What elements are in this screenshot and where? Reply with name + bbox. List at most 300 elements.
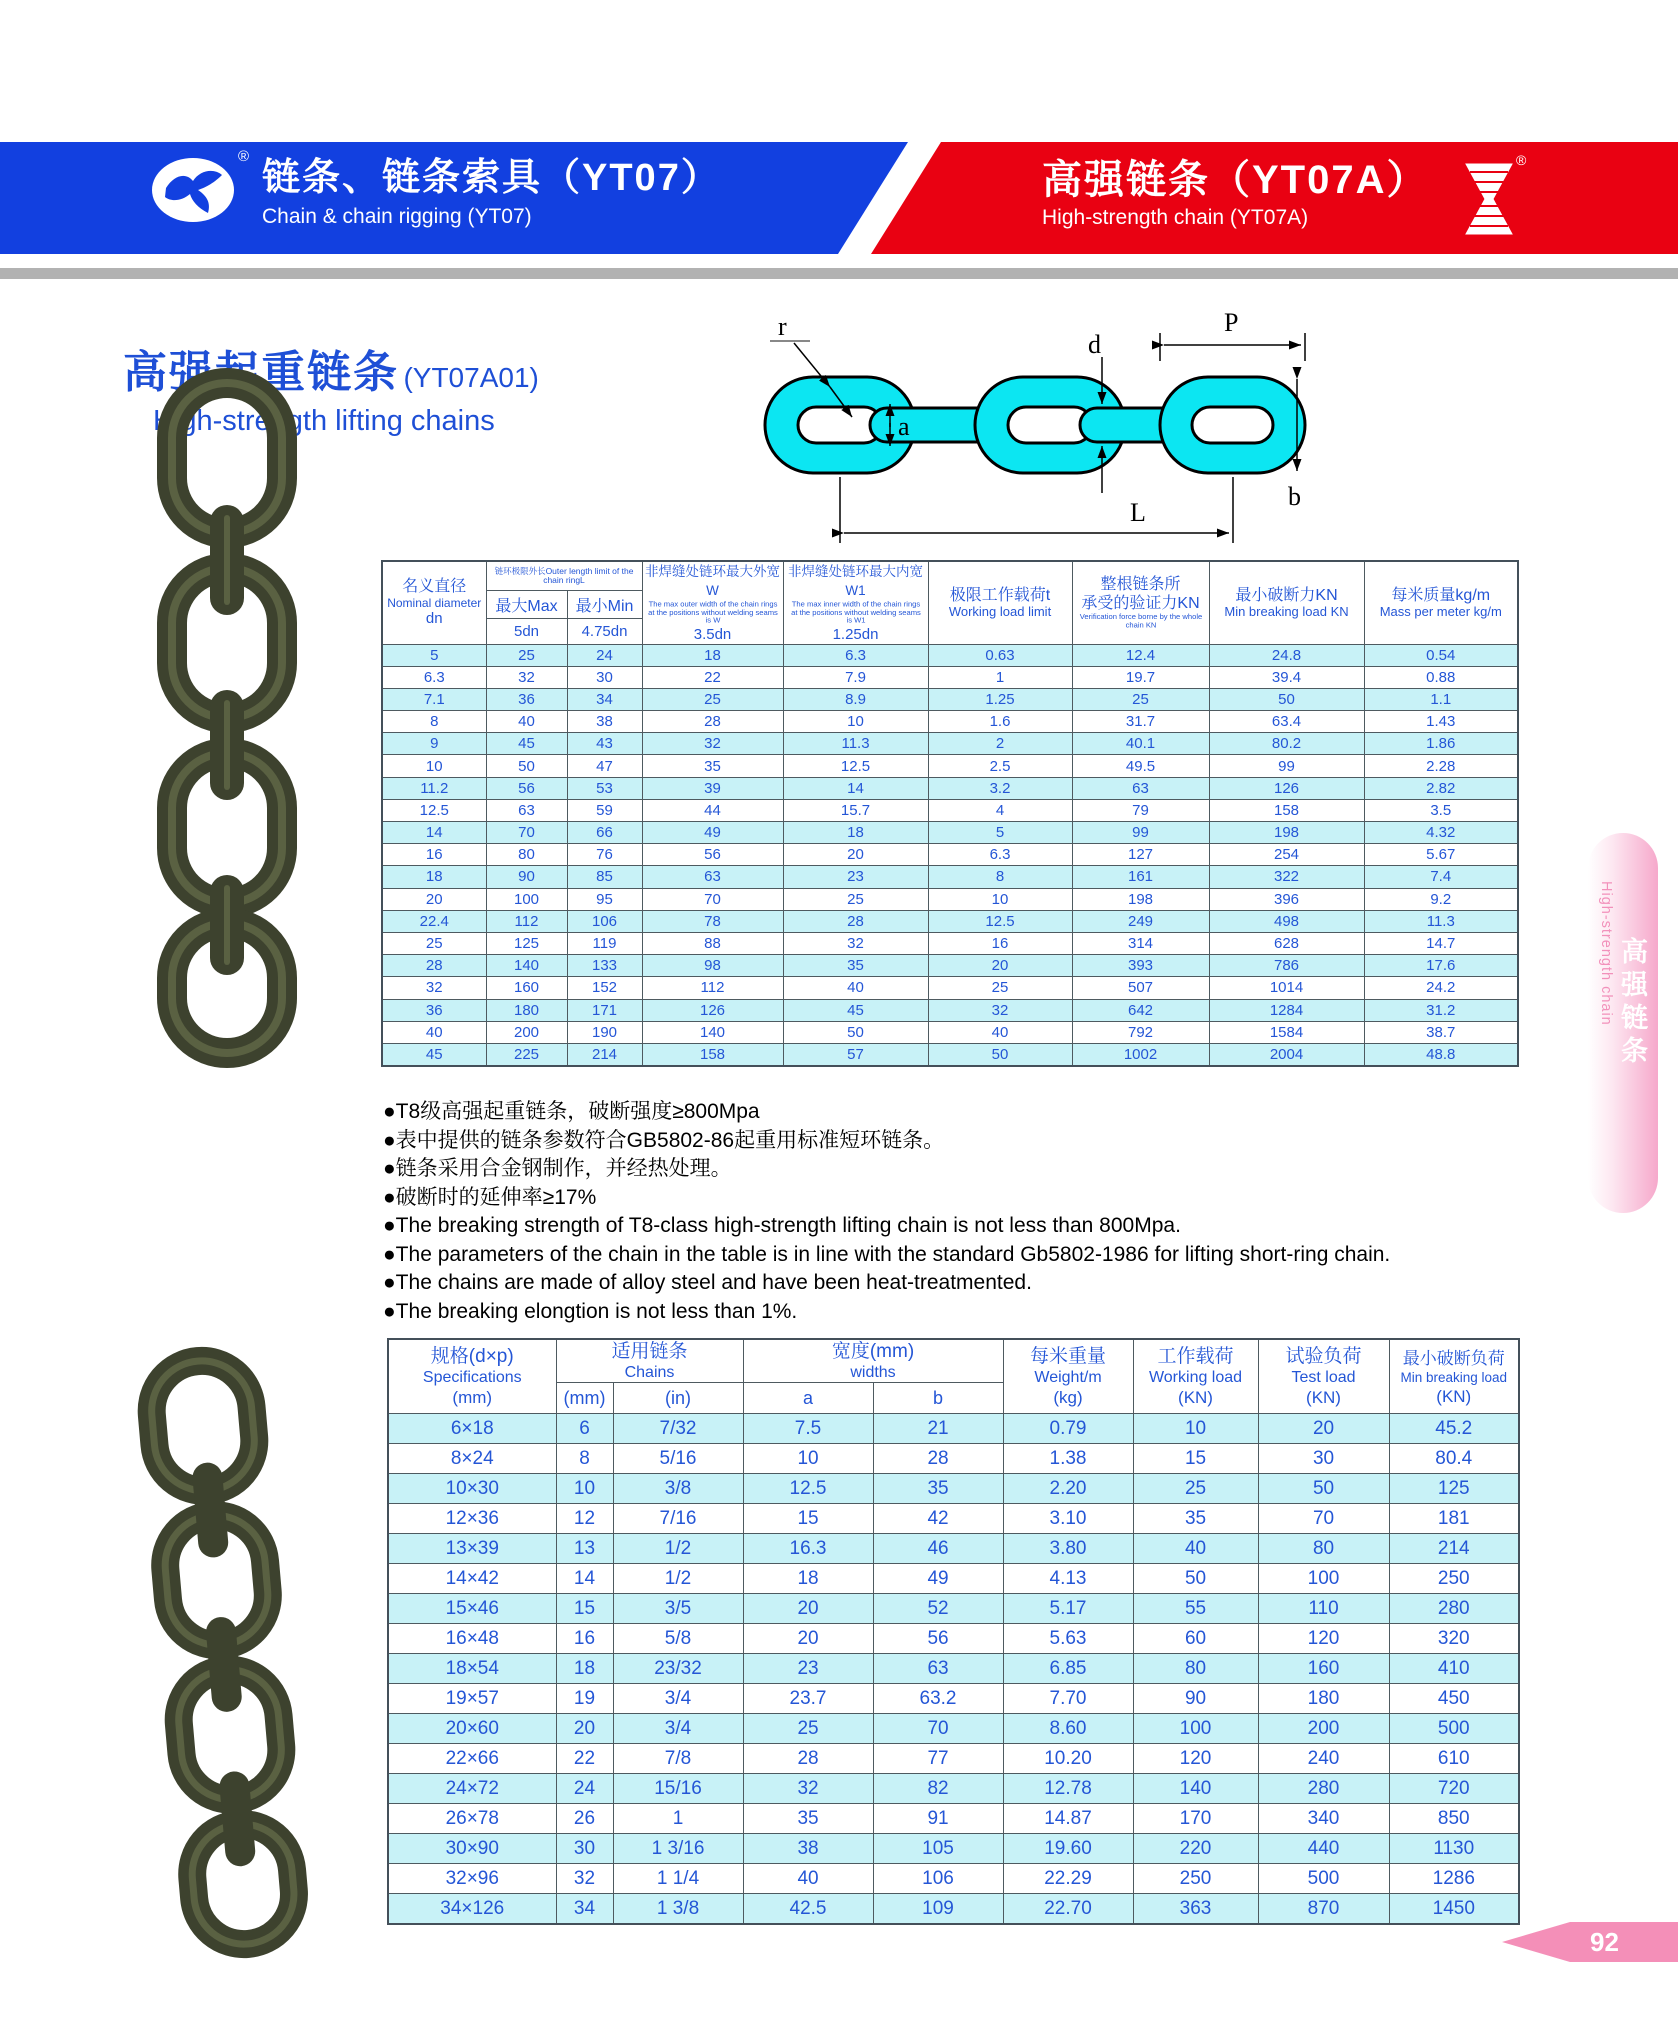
cell: 254 [1209,844,1364,866]
cell: 38.7 [1364,1021,1518,1043]
dim-label-P: P [1224,308,1239,337]
cell: 240 [1258,1744,1389,1774]
t1-row [382,644,1518,666]
t2-widths-en: widths [850,1364,896,1381]
t2-header-widths [743,1339,1003,1383]
cell: 25 [783,888,928,910]
cell: 410 [1389,1654,1519,1684]
cell: 31.7 [1072,711,1209,733]
cell: 63 [642,866,783,888]
cell: 158 [1209,799,1364,821]
cell: 25 [1072,688,1209,710]
cell: 1.43 [1364,711,1518,733]
t1-w1-en: The max inner width of the chain rings at the positions without welding seams is W1 [790,599,921,625]
cell: 20 [743,1594,873,1624]
t2-weight-en: Weight/m [1034,1369,1102,1386]
cell: 610 [1389,1744,1519,1774]
cell: 152 [567,977,642,999]
cell: 23.7 [743,1684,873,1714]
cell: 40 [743,1864,873,1894]
cell: 3/5 [613,1594,743,1624]
cell: 8 [382,711,486,733]
t2-test-en: Test load [1291,1369,1356,1386]
cell: 35 [873,1474,1003,1504]
cell: 19.7 [1072,666,1209,688]
cell: 24.2 [1364,977,1518,999]
cell: 30 [556,1834,613,1864]
cell: 16 [382,844,486,866]
cell: 3/4 [613,1714,743,1744]
cell: 50 [486,755,567,777]
cell: 40 [928,1021,1072,1043]
cell: 16 [928,932,1072,954]
cell: 1/2 [613,1564,743,1594]
cell: 180 [486,999,567,1021]
t2-row [388,1654,1519,1684]
t1-header-working-load [928,561,1072,644]
t1-row [382,932,1518,954]
t2-working-en: Working load [1148,1369,1243,1386]
cell: 70 [873,1714,1003,1744]
cell: 79 [1072,799,1209,821]
t2-row [388,1414,1519,1444]
note-item: ●T8级高强起重链条，破断强度≥800Mpa [383,1100,760,1123]
cell: 55 [1133,1594,1258,1624]
cell: 91 [873,1804,1003,1834]
cell: 12.5 [928,910,1072,932]
cell: 45.2 [1389,1414,1519,1444]
cell: 20×60 [388,1714,556,1744]
cell: 28 [743,1744,873,1774]
t1-row [382,711,1518,733]
cell: 40 [486,711,567,733]
dim-label-r: r [778,312,787,341]
cell: 42 [873,1504,1003,1534]
cell: 13×39 [388,1534,556,1564]
cell: 6 [556,1414,613,1444]
cell: 19.60 [1003,1834,1133,1864]
cell: 25 [928,977,1072,999]
cell: 280 [1389,1594,1519,1624]
t1-row [382,688,1518,710]
cell: 40 [382,1021,486,1043]
page-number-badge [1502,1922,1678,1962]
cell: 20 [928,955,1072,977]
cell: 12.4 [1072,644,1209,666]
cell: 3/4 [613,1684,743,1714]
cell: 15 [743,1504,873,1534]
cell: 42.5 [743,1894,873,1925]
cell: 1 [613,1804,743,1834]
note-item: ●The parameters of the chain in the table is in line with the standard Gb5802-1986 for lifting short-ring chain. [383,1242,1391,1266]
cell: 628 [1209,932,1364,954]
blue-banner-title [262,154,721,232]
cell: 140 [486,955,567,977]
cell: 12×36 [388,1504,556,1534]
cell: 133 [567,955,642,977]
t1-header-mass [1364,561,1518,644]
cell: 3.5 [1364,799,1518,821]
t2-break-sub: (KN) [1436,1386,1472,1406]
cell: 450 [1389,1684,1519,1714]
cell: 23 [743,1654,873,1684]
cell: 24 [567,644,642,666]
cell: 45 [382,1043,486,1066]
t2-weight-sub: (kg) [1053,1388,1083,1407]
t2-working-zh: 工作载荷 [1157,1346,1234,1367]
t2-test-zh: 试验负荷 [1285,1346,1362,1367]
t2-row [388,1804,1519,1834]
section-title-en: High-strength lifting chains [153,405,495,437]
cell: 112 [642,977,783,999]
t1-verify-zh1: 整根链条所 [1100,576,1181,594]
t2-spec-sub: (mm) [452,1388,493,1407]
cell: 32 [486,666,567,688]
cell: 24×72 [388,1774,556,1804]
cell: 32 [556,1864,613,1894]
cell: 36 [382,999,486,1021]
cell: 314 [1072,932,1209,954]
t2-row [388,1504,1519,1534]
cell: 22 [642,666,783,688]
t2-header-chains-in: (in) [613,1383,743,1414]
cell: 20 [783,844,928,866]
cell: 125 [486,932,567,954]
cell: 35 [642,755,783,777]
cell: 32 [743,1774,873,1804]
chain-size-table [387,1338,1520,1925]
cell: 280 [1258,1774,1389,1804]
cell: 16×48 [388,1624,556,1654]
cell: 30×90 [388,1834,556,1864]
cell: 98 [642,955,783,977]
cell: 52 [873,1594,1003,1624]
t2-row [388,1564,1519,1594]
cell: 40.1 [1072,733,1209,755]
cell: 78 [642,910,783,932]
cell: 1.6 [928,711,1072,733]
cell: 20 [1258,1414,1389,1444]
cell: 0.79 [1003,1414,1133,1444]
cell: 250 [1389,1564,1519,1594]
cell: 120 [1133,1744,1258,1774]
cell: 3.2 [928,777,1072,799]
cell: 18 [642,644,783,666]
cell: 14.7 [1364,932,1518,954]
cell: 9 [382,733,486,755]
cell: 2.82 [1364,777,1518,799]
t1-w1-zh: 非焊缝处链环最大内宽W1 [788,564,924,598]
cell: 498 [1209,910,1364,932]
cell: 198 [1209,822,1364,844]
t1-row [382,822,1518,844]
note-item: ●破断时的延伸率≥17% [383,1185,597,1209]
t1-dn-zh: 名义直径 [402,578,467,596]
cell: 393 [1072,955,1209,977]
cell: 120 [1258,1624,1389,1654]
cell: 10 [382,755,486,777]
cell: 160 [486,977,567,999]
cell: 20 [556,1714,613,1744]
cell: 10×30 [388,1474,556,1504]
t1-row [382,910,1518,932]
cell: 7.5 [743,1414,873,1444]
cell: 7.1 [382,688,486,710]
cell: 32 [642,733,783,755]
cell: 1.86 [1364,733,1518,755]
cell: 249 [1072,910,1209,932]
cell: 80.4 [1389,1444,1519,1474]
t1-row [382,866,1518,888]
t2-header-working [1133,1339,1258,1414]
t1-w-zh: 非焊缝处链环最大外宽W [645,564,781,598]
page-number: 92 [1570,1922,1678,1962]
t2-row [388,1744,1519,1774]
t2-weight-zh: 每米重量 [1030,1346,1107,1367]
cell: 40 [783,977,928,999]
cell: 25 [382,932,486,954]
cell: 119 [567,932,642,954]
cell: 220 [1133,1834,1258,1864]
cell: 106 [873,1864,1003,1894]
cell: 200 [1258,1714,1389,1744]
cell: 56 [873,1624,1003,1654]
cell: 8×24 [388,1444,556,1474]
t1-row [382,977,1518,999]
cell: 1002 [1072,1043,1209,1066]
cell: 5.67 [1364,844,1518,866]
cell: 10 [556,1474,613,1504]
cell: 140 [1133,1774,1258,1804]
cell: 50 [1209,688,1364,710]
cell: 850 [1389,1804,1519,1834]
cell: 140 [642,1021,783,1043]
cell: 50 [783,1021,928,1043]
cell: 25 [642,688,783,710]
t2-break-zh: 最小破断负荷 [1402,1348,1505,1368]
t2-row [388,1624,1519,1654]
cell: 11.3 [783,733,928,755]
cell: 3/8 [613,1474,743,1504]
cell: 105 [873,1834,1003,1864]
cell: 720 [1389,1774,1519,1804]
cell: 35 [743,1804,873,1834]
cell: 36 [486,688,567,710]
cell: 106 [567,910,642,932]
cell: 2.28 [1364,755,1518,777]
cell: 10.20 [1003,1744,1133,1774]
cell: 181 [1389,1504,1519,1534]
t1-row [382,666,1518,688]
t2-row [388,1864,1519,1894]
chain-photo-1 [132,358,322,1073]
cell: 2.20 [1003,1474,1133,1504]
t1-row [382,799,1518,821]
cell: 82 [873,1774,1003,1804]
cell: 10 [1133,1414,1258,1444]
t1-load-en: Working load limit [948,604,1052,620]
t1-row [382,999,1518,1021]
cell: 161 [1072,866,1209,888]
cell: 35 [1133,1504,1258,1534]
t1-header-verification [1072,561,1209,644]
cell: 23/32 [613,1654,743,1684]
red-banner-title-en: High-strength chain (YT07A) [1042,206,1309,229]
cell: 9.2 [1364,888,1518,910]
cell: 17.6 [1364,955,1518,977]
cell: 28 [382,955,486,977]
cell: 18×54 [388,1654,556,1684]
cell: 90 [1133,1684,1258,1714]
cell: 3.10 [1003,1504,1133,1534]
cell: 25 [1133,1474,1258,1504]
cell: 22×66 [388,1744,556,1774]
red-banner-title-zh: 高强链条（YT07A） [1042,158,1429,202]
section-title-zh: 高强起重链条 [123,348,399,397]
cell: 109 [873,1894,1003,1925]
divider-bar [0,268,1678,279]
t2-chains-en: Chains [624,1364,675,1381]
cell: 45 [486,733,567,755]
cell: 190 [567,1021,642,1043]
cell: 6.85 [1003,1654,1133,1684]
dim-label-b: b [1288,482,1301,511]
cell: 25 [486,644,567,666]
cell: 5.63 [1003,1624,1133,1654]
cell: 10 [783,711,928,733]
t1-dn-sub: dn [425,610,443,628]
note-item: ●The breaking elongtion is not less than 1%. [383,1299,798,1323]
registered-mark: ® [1516,152,1527,168]
cell: 15/16 [613,1774,743,1804]
red-banner-title [1042,156,1429,232]
cell: 38 [743,1834,873,1864]
t1-w1-sub: 1.25dn [832,625,879,643]
cell: 38 [567,711,642,733]
cell: 88 [642,932,783,954]
cell: 56 [642,844,783,866]
t1-row [382,1043,1518,1066]
t1-w-en: The max outer width of the chain rings at the positions without welding seams is W [647,599,778,625]
cell: 8 [556,1444,613,1474]
cell: 49 [873,1564,1003,1594]
cell: 26×78 [388,1804,556,1834]
hourglass-logo-icon [1460,160,1518,243]
t1-verify-en: Verification force borne by the whole chain KN [1079,612,1202,630]
cell: 250 [1133,1864,1258,1894]
cell: 63 [486,799,567,821]
cell: 20 [382,888,486,910]
t2-working-sub: (KN) [1178,1388,1213,1407]
cell: 34 [567,688,642,710]
cell: 18 [556,1654,613,1684]
t1-row [382,844,1518,866]
cell: 200 [486,1021,567,1043]
t1-row [382,733,1518,755]
t2-row [388,1714,1519,1744]
cell: 30 [1258,1444,1389,1474]
cell: 39 [642,777,783,799]
registered-mark: ® [238,148,250,165]
cell: 126 [642,999,783,1021]
cell: 126 [1209,777,1364,799]
cell: 95 [567,888,642,910]
t2-widths-zh: 宽度(mm) [831,1341,915,1362]
t1-header-min: 最小Min [567,591,642,619]
cell: 15.7 [783,799,928,821]
cell: 5/8 [613,1624,743,1654]
dim-label-L: L [1130,498,1146,527]
cell: 5 [928,822,1072,844]
cell: 12.78 [1003,1774,1133,1804]
t1-load-zh: 极限工作载荷t [949,587,1051,605]
cell: 14×42 [388,1564,556,1594]
t1-row [382,955,1518,977]
cell: 21 [873,1414,1003,1444]
t1-header-max: 最大Max [486,591,567,619]
cell: 23 [783,866,928,888]
cell: 2004 [1209,1043,1364,1066]
cell: 4.13 [1003,1564,1133,1594]
cell: 70 [1258,1504,1389,1534]
cell: 2 [928,733,1072,755]
cell: 76 [567,844,642,866]
cell: 10 [743,1444,873,1474]
note-item: ●表中提供的链条参数符合GB5802-86起重用标准短环链条。 [383,1128,945,1152]
cell: 32×96 [388,1864,556,1894]
cell: 500 [1389,1714,1519,1744]
cell: 63 [1072,777,1209,799]
lifting-chain-spec-table [381,560,1519,1067]
t1-header-max-sub: 5dn [486,618,567,644]
blue-banner-title-en: Chain & chain rigging (YT07) [262,205,532,228]
cell: 24.8 [1209,644,1364,666]
cell: 35 [783,955,928,977]
cell: 112 [486,910,567,932]
side-tab-high-strength-chain [1588,833,1658,1213]
cell: 7.70 [1003,1684,1133,1714]
cell: 80 [486,844,567,866]
cell: 1584 [1209,1021,1364,1043]
t2-header-width-b: b [873,1383,1003,1414]
cell: 32 [783,932,928,954]
cell: 22.29 [1003,1864,1133,1894]
cell: 1/2 [613,1534,743,1564]
cell: 158 [642,1043,783,1066]
cell: 5 [382,644,486,666]
t2-test-sub: (KN) [1306,1388,1341,1407]
t2-break-en: Min breaking load [1400,1369,1508,1385]
cell: 59 [567,799,642,821]
t2-header-width-a: a [743,1383,873,1414]
t1-break-zh: 最小破断力KN [1235,587,1338,605]
cell: 0.63 [928,644,1072,666]
t1-header-min-sub: 4.75dn [567,618,642,644]
cell: 80 [1258,1534,1389,1564]
cell: 50 [1133,1564,1258,1594]
cell: 8.60 [1003,1714,1133,1744]
side-tab-zh: 高强链条 [1617,937,1647,1069]
cell: 18 [743,1564,873,1594]
t1-row [382,777,1518,799]
cell: 6.3 [783,644,928,666]
t1-header-dn [382,561,486,644]
chain-dimension-diagram [690,305,1310,560]
cell: 1 1/4 [613,1864,743,1894]
cell: 110 [1258,1594,1389,1624]
cell: 32 [928,999,1072,1021]
cell: 1.38 [1003,1444,1133,1474]
